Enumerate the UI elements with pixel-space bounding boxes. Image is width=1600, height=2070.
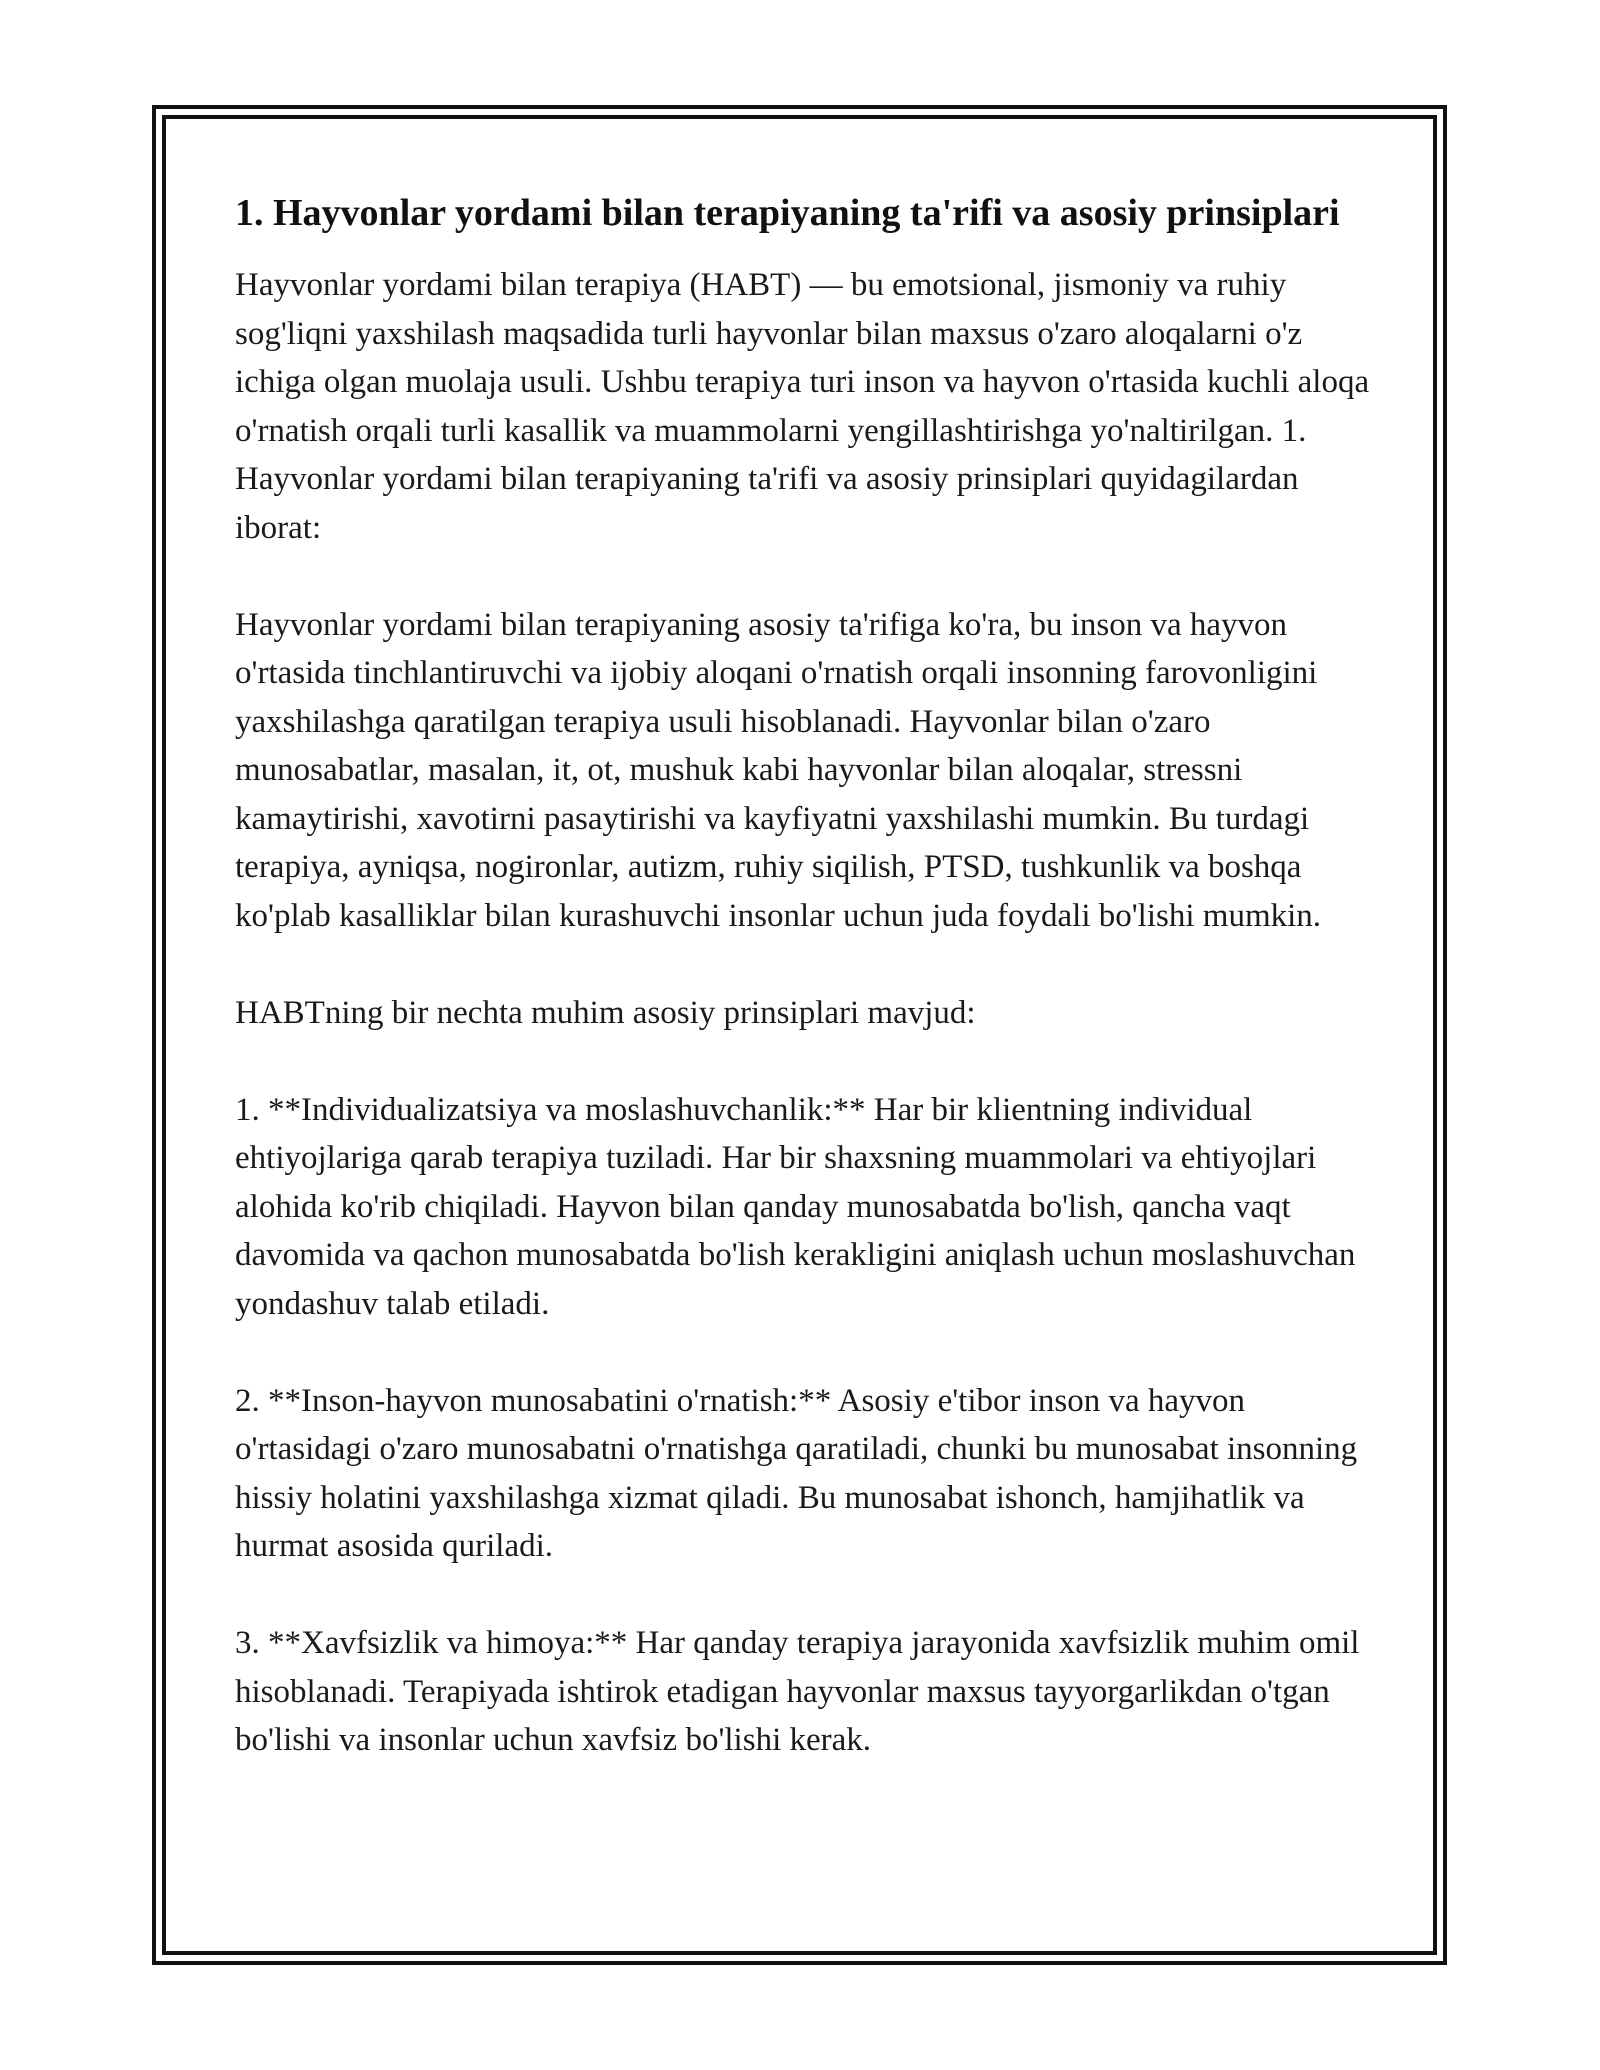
paragraph-definition: Hayvonlar yordami bilan terapiya (HABT) — bu emotsional, jismoniy va ruhiy sog'liqni yaxshilash maqsadida turli hayvonlar bilan maxsus o'zaro aloqalarni o'z ichiga olgan muolaja usuli. Ushbu terapiya turi inson va hayvon o'rtasida kuchli aloqa o'rnatish orqali turli kasallik va muammolarni yengillashtirishga yo'naltirilgan. 1. Hayvonlar yordami bilan terapiyaning ta'rifi va asosiy prinsiplari quyidagilardan iborat: [235,267,1370,546]
paragraph-principle-3: 3. **Xavfsizlik va himoya:** Har qanday terapiya jarayonida xavfsizlik muhim omil hisoblanadi. Terapiyada ishtirok etadigan hayvonlar maxsus tayyorgarlikdan o'tgan bo'lishi va insonlar uchun xavfsiz bo'lishi kerak. [235,1625,1360,1758]
paragraph-principles-intro: HABTning bir nechta muhim asosiy prinsiplari mavjud: [235,994,976,1031]
section-heading: 1. Hayvonlar yordami bilan terapiyaning ta'rifi va asosiy prinsiplari [235,192,1340,234]
document-body [235,185,1375,1813]
paragraph-principle-2: 2. **Inson-hayvon munosabatini o'rnatish:** Asosiy e'tibor inson va hayvon o'rtasidagi o'zaro munosabatni o'rnatishga qaratiladi, chunki bu munosabat insonning hissiy holatini yaxshilashga xizmat qiladi. Bu munosabat ishonch, hamjihatlik va hurmat asosida quriladi. [235,1382,1358,1564]
paragraph-principle-1: 1. **Individualizatsiya va moslashuvchanlik:** Har bir klientning individual ehtiyojlariga qarab terapiya tuziladi. Har bir shaxsning muammolari va ehtiyojlari alohida ko'rib chiqiladi. Hayvon bilan qanday munosabatda bo'lish, qancha vaqt davomida va qachon munosabatda bo'lish kerakligini aniqlash uchun moslashuvchan yondashuv talab etiladi. [235,1091,1356,1322]
paragraph-main-definition: Hayvonlar yordami bilan terapiyaning asosiy ta'rifiga ko'ra, bu inson va hayvon o'rtasida tinchlantiruvchi va ijobiy aloqani o'rnatish orqali insonning farovonligini yaxshilashga qaratilgan terapiya usuli hisoblanadi. Hayvonlar bilan o'zaro munosabatlar, masalan, it, ot, mushuk kabi hayvonlar bilan aloqalar, stressni kamaytirishi, xavotirni pasaytirishi va kayfiyatni yaxshilashi mumkin. Bu turdagi terapiya, ayniqsa, nogironlar, autizm, ruhiy siqilish, PTSD, tushkunlik va boshqa ko'plab kasalliklar bilan kurashuvchi insonlar uchun juda foydali bo'lishi mumkin. [235,606,1322,934]
